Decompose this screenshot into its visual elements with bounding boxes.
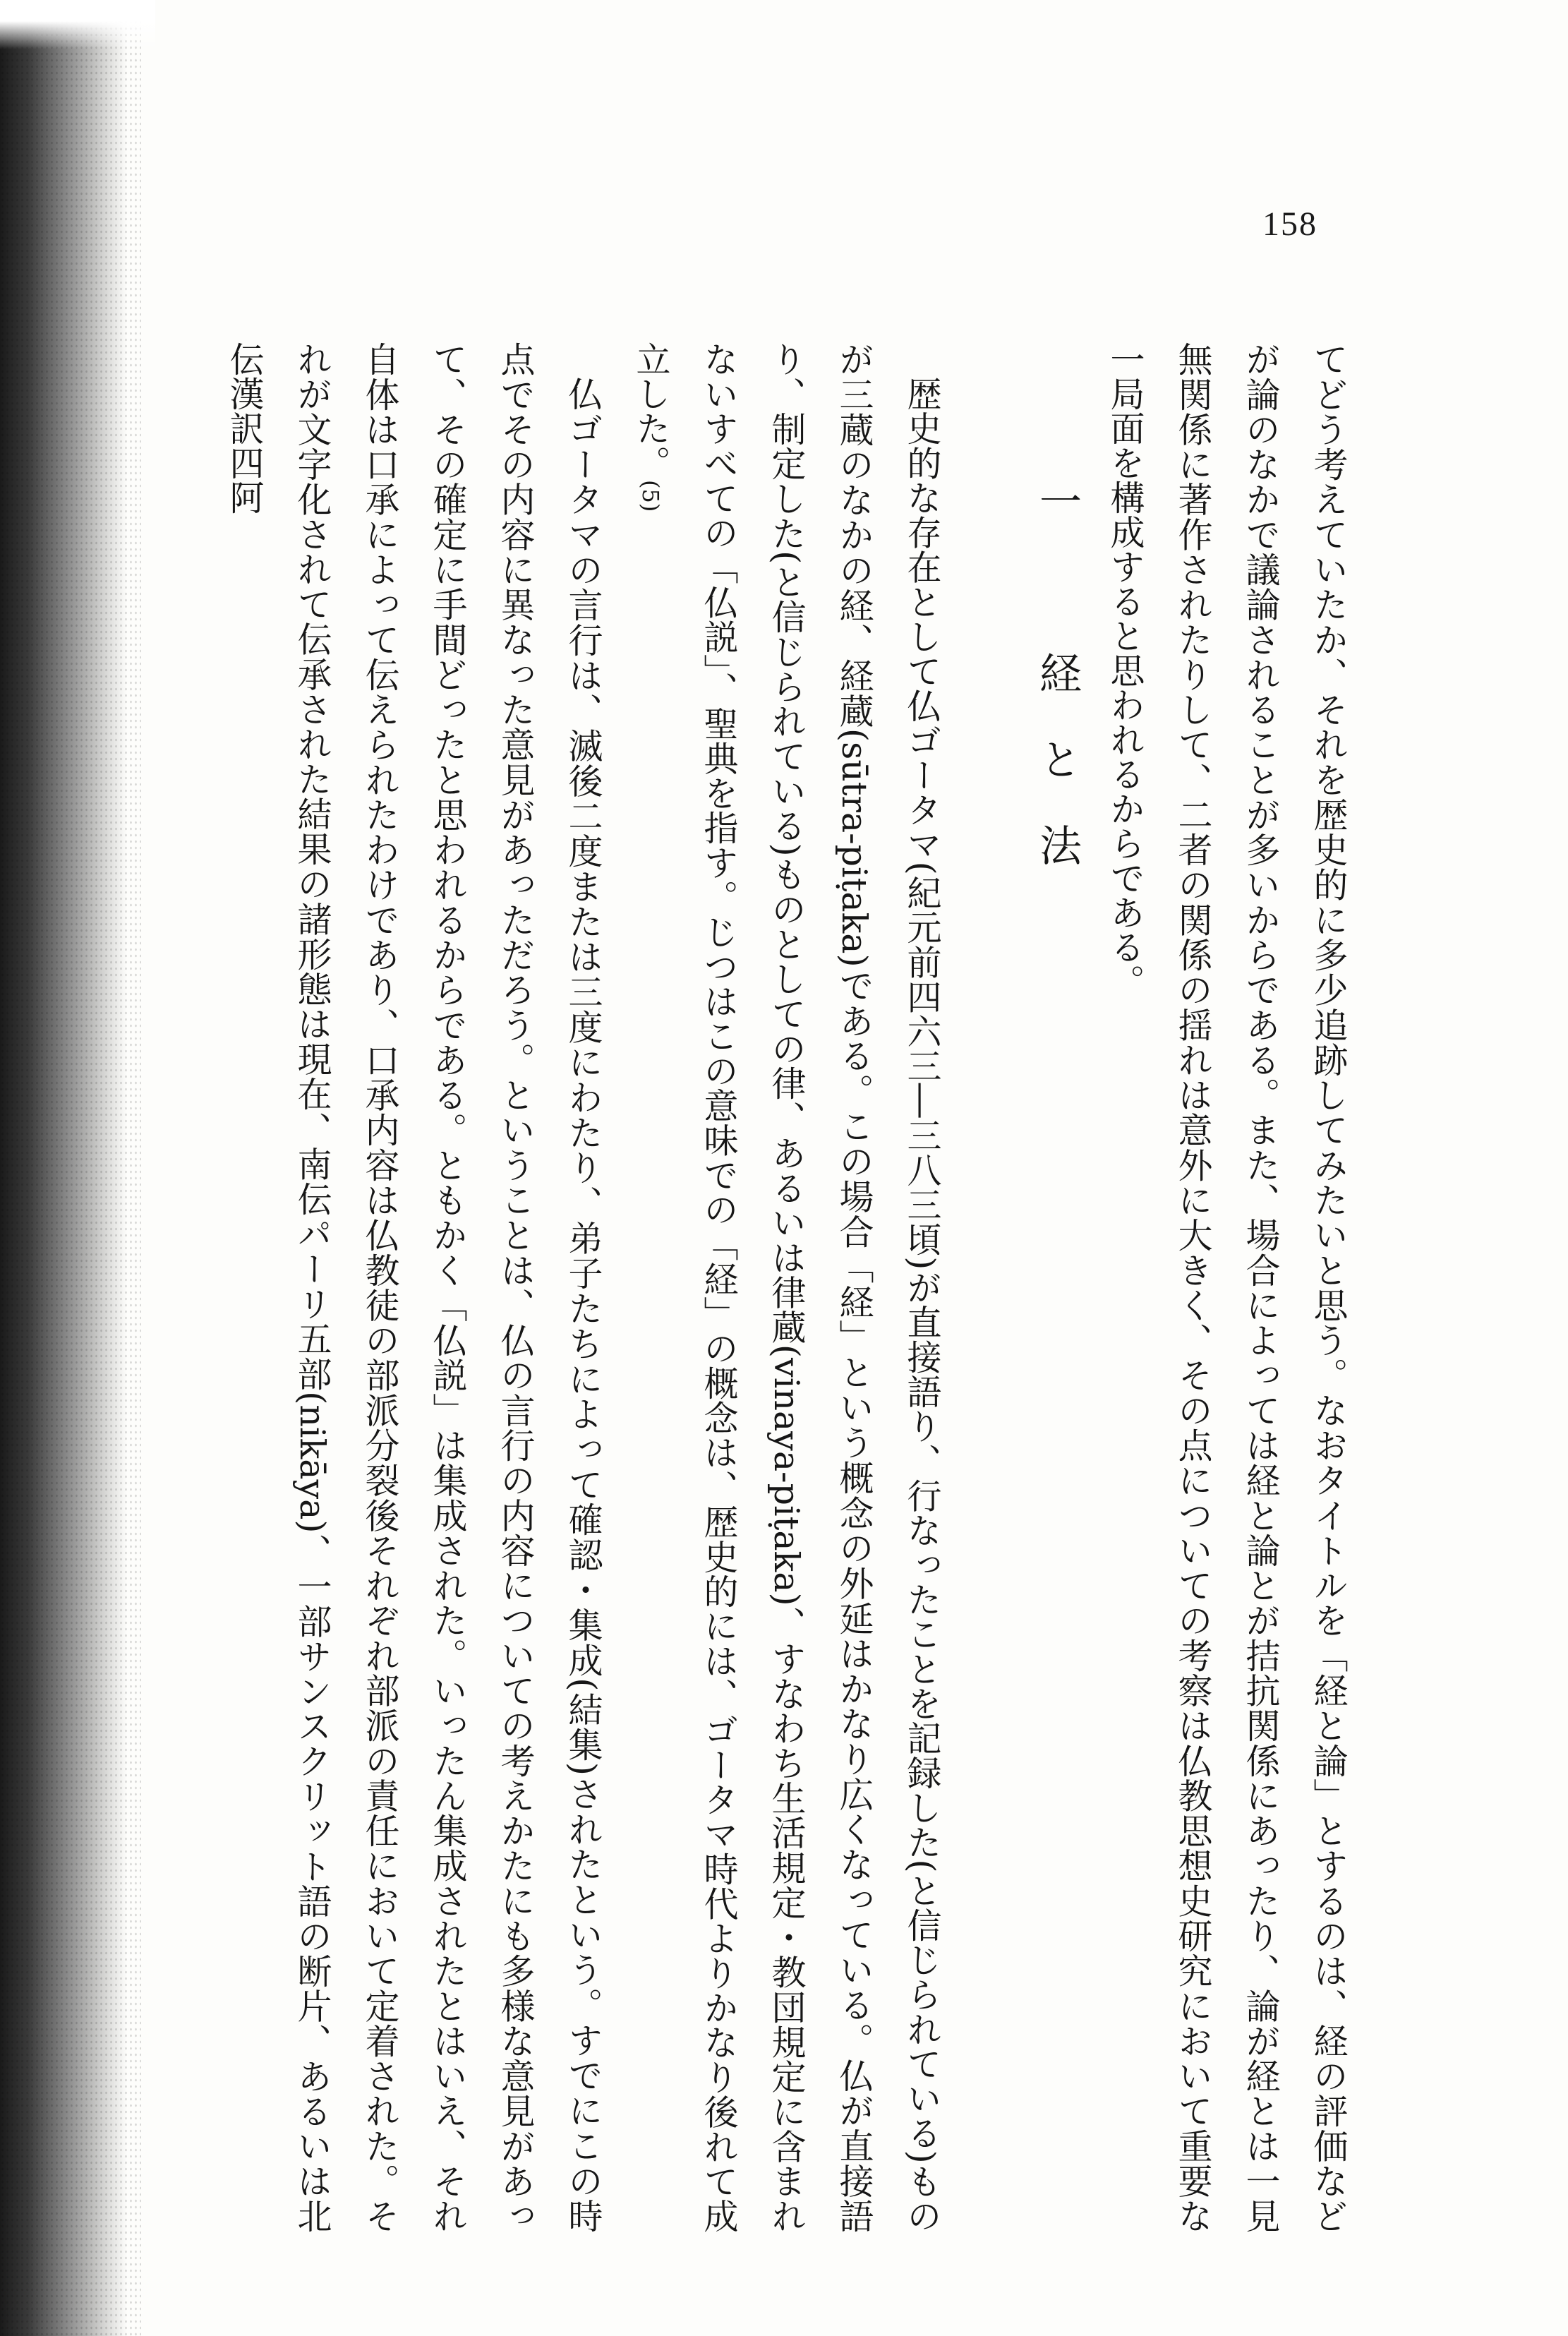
binding-top-highlight bbox=[0, 0, 155, 49]
binding-scan-noise bbox=[0, 0, 141, 2336]
page-number: 158 bbox=[1262, 205, 1317, 243]
body-paragraph-1-text: 歴史的な存在として仏ゴータマ(紀元前四六三―三八三頃)が直接語り、行なったことを記録した(と信じられている)ものが三蔵のなかの経、経蔵(sūtra-piṭaka)である。この場合「経」という概念の外延はかなり広くなっている。仏が直接語り、制定した(と信じられている)ものとしての律、あるいは律蔵(vinaya-piṭaka)、すなわち生活規定・教団規定に含まれないすべての「仏説」、聖典を指す。じつはこの意味での「経」の概念は、歴史的には、ゴータマ時代よりかなり後れて成立した。 bbox=[631, 342, 942, 2233]
intro-paragraph: てどう考えていたか、それを歴史的に多少追跡してみたいと思う。なおタイトルを「経と論」とするのは、経の評価などが論のなかで議論されることが多いからである。また、場合によっては経と論とが拮抗関係にあったり、論が経とは一見無関係に著作されたりして、二者の関係の揺れは意外に大きく、その点についての考察は仏教思想史研究において重要な一局面を構成すると思われるからである。 bbox=[1105, 342, 1349, 2234]
body-paragraph-1 bbox=[617, 342, 955, 2233]
footnote-reference: (5) bbox=[637, 480, 664, 512]
body-paragraph-2: 仏ゴータマの言行は、滅後二度または三度にわたり、弟子たちによって確認・集成(結集)されたという。すでにこの時点でその内容に異なった意見があっただろう。ということは、仏の言行の内容についての考えかたにも多様な意見があって、その確定に手間どったと思われるからである。ともかく「仏説」は集成された。いったん集成されたとはいえ、それ自体は口承によって伝えられたわけであり、口承内容は仏教徒の部派分裂後それぞれ部派の責任において定着された。それが文字化されて伝承された結果の諸形態は現在、南伝パーリ五部(nikāya)、一部サンスクリット語の断片、あるいは北伝漢訳四阿 bbox=[224, 342, 603, 2233]
vertical-text-body bbox=[210, 342, 1362, 2233]
section-heading: 一 経と法 bbox=[1032, 479, 1082, 910]
